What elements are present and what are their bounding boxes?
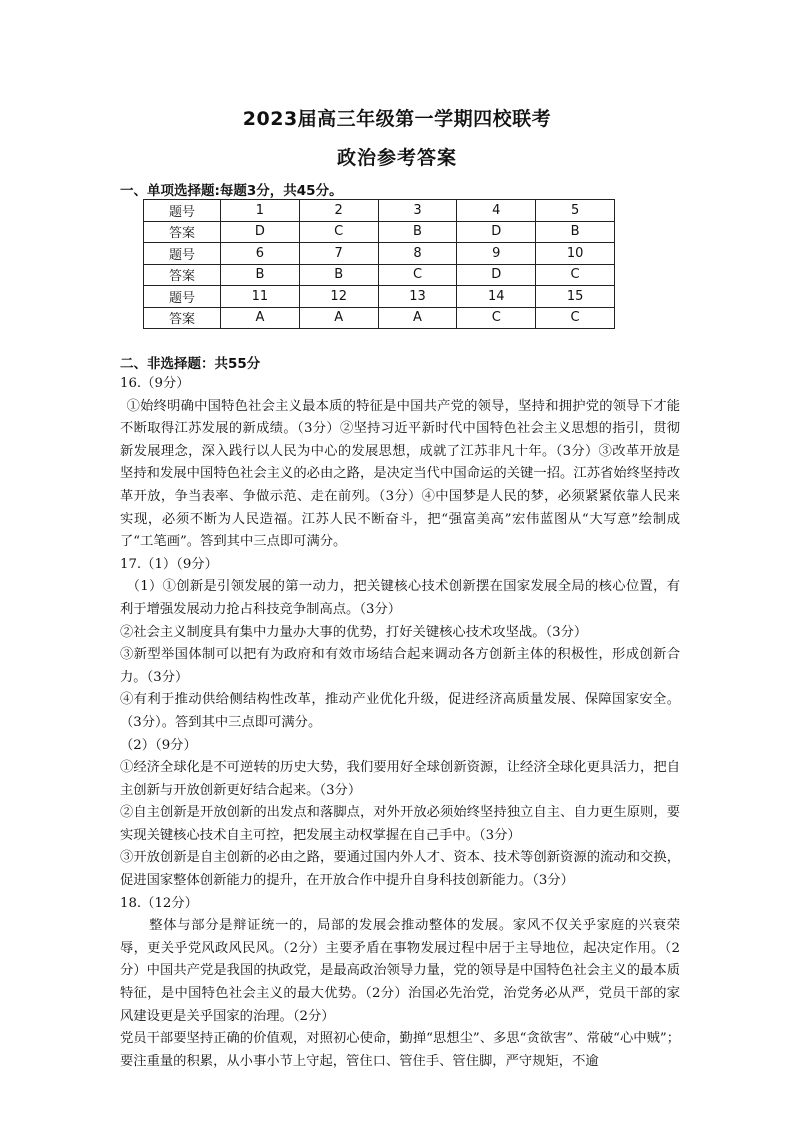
answer-paragraph: 党员干部要坚持正确的价值观，对照初心使命，勤掸“思想尘”、多思“贪欲害”、常破“心中贼”；要注重量的积累，从小事小节上守起，管住口、管住手、管住脚，严守规矩，不逾 (120, 1031, 680, 1069)
table-cell: C (536, 264, 615, 286)
table-cell: 6 (221, 243, 300, 265)
answer-body (120, 373, 680, 1073)
table-cell: 11 (221, 286, 300, 308)
answer-paragraph: 17.（1）（9分） (120, 556, 218, 572)
answer-paragraph: ③新型举国体制可以把有为政府和有效市场结合起来调动各方创新主体的积极性，形成创新合力。（3分） (120, 647, 680, 685)
answer-paragraph: （1）①创新是引领发展的第一动力，把关键核心技术创新摆在国家发展全局的核心位置，有利于增强发展动力抢占科技竞争制高点。（3分） (120, 579, 680, 617)
table-row (144, 307, 615, 329)
table-cell: D (457, 264, 536, 286)
answer-paragraph: ①始终明确中国特色社会主义最本质的特征是中国共产党的领导，坚持和拥护党的领导下才能不断取得江苏发展的新成绩。（3分）②坚持习近平新时代中国特色社会主义思想的指引，贯彻新发展理念，深入践行以人民为中心的发展思想，成就了江苏非凡十年。（3分）③改革开放是坚持和发展中国特色社会主义的必由之路，是决定当代中国命运的关键一招。江苏省始终坚持改革开放，争当表率、争做示范、走在前列。（3分）④中国梦是人民的梦，必须紧紧依靠人民来实现，必须不断为人民造福。江苏人民不断奋斗，把“强富美高”宏伟蓝图从“大写意”绘制成了“工笔画”。答到其中三点即可满分。 (120, 398, 680, 550)
answer-paragraph: ②自主创新是开放创新的出发点和落脚点，对外开放必须始终坚持独立自主、自力更生原则，要实现关键核心技术自主可控，把发展主动权掌握在自己手中。（3分） (120, 805, 680, 843)
row-label: 题号 (144, 243, 221, 265)
table-cell: 8 (378, 243, 457, 265)
section1-heading: 一、单项选择题:每题3分，共45分。 (120, 183, 343, 199)
answer-paragraph: ③开放创新是自主创新的必由之路，要通过国内外人才、资本、技术等创新资源的流动和交换，促进国家整体创新能力的提升，在开放合作中提升自身科技创新能力。（3分） (120, 850, 680, 889)
table-cell: A (299, 307, 378, 329)
table-cell: A (221, 307, 300, 329)
table-row (144, 243, 615, 265)
row-label: 题号 (144, 200, 221, 222)
table-cell: 13 (378, 286, 457, 308)
table-row (144, 264, 615, 286)
table-row (144, 200, 615, 222)
answer-paragraph: ④有利于推动供给侧结构性改革，推动产业优化升级，促进经济高质量发展、保障国家安全。（3分）。答到其中三点即可满分。 (120, 692, 680, 730)
table-cell: B (536, 221, 615, 243)
table-cell: D (457, 221, 536, 243)
row-label: 题号 (144, 286, 221, 308)
table-cell: C (536, 307, 615, 329)
table-cell: A (378, 307, 457, 329)
table-cell: C (378, 264, 457, 286)
table-cell: 12 (299, 286, 378, 308)
row-label: 答案 (144, 264, 221, 286)
answer-paragraph: 整体与部分是辩证统一的，局部的发展会推动整体的发展。家风不仅关乎家庭的兴衰荣辱，更关乎党风政风民风。（2分）主要矛盾在事物发展过程中居于主导地位，起决定作用。（2分）中国共产党是我国的执政党，是最高政治领导力量，党的领导是中国特色社会主义的最本质特征，是中国特色社会主义的最大优势。（2分）治国必先治党，治党务必从严，党员干部的家风建设更是关乎国家的治理。（2分） (120, 918, 680, 1024)
table-cell: D (221, 221, 300, 243)
table-cell: 1 (221, 200, 300, 222)
table-cell: C (299, 221, 378, 243)
table-cell: B (378, 221, 457, 243)
table-cell: 14 (457, 286, 536, 308)
table-cell: 3 (378, 200, 457, 222)
table-row (144, 221, 615, 243)
answer-paragraph: （2）（9分） (120, 737, 197, 753)
table-cell: 5 (536, 200, 615, 222)
table-cell: 10 (536, 243, 615, 265)
document-title: 2023届高三年级第一学期四校联考 (242, 108, 552, 130)
section2-heading: 二、非选择题：共55分 (120, 356, 261, 372)
table-cell: 4 (457, 200, 536, 222)
table-cell: 7 (299, 243, 378, 265)
table-cell: B (299, 264, 378, 286)
table-cell: 2 (299, 200, 378, 222)
answer-paragraph: 18.（12分） (120, 895, 198, 911)
document-subtitle: 政治参考答案 (336, 147, 457, 169)
answer-table (143, 199, 615, 329)
table-cell: 9 (457, 243, 536, 265)
table-cell: 15 (536, 286, 615, 308)
answer-paragraph: ①经济全球化是不可逆转的历史大势，我们要用好全球创新资源，让经济全球化更具活力，把自主创新与开放创新更好结合起来。（3分） (120, 760, 680, 798)
row-label: 答案 (144, 307, 221, 329)
row-label: 答案 (144, 221, 221, 243)
table-row (144, 286, 615, 308)
table-cell: B (221, 264, 300, 286)
table-cell: C (457, 307, 536, 329)
answer-paragraph: 16.（9分） (120, 376, 190, 391)
answer-paragraph: ②社会主义制度具有集中力量办大事的优势，打好关键核心技术攻坚战。（3分） (120, 624, 588, 640)
